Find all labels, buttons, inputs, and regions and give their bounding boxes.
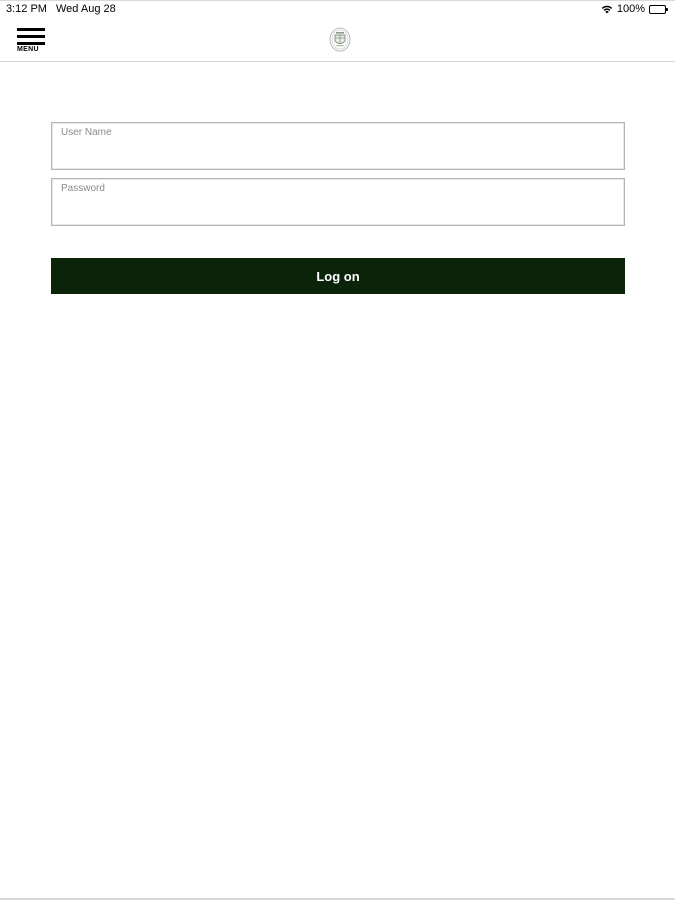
status-time: 3:12 PM bbox=[6, 3, 47, 15]
status-date: Wed Aug 28 bbox=[56, 3, 116, 15]
password-label: Password bbox=[61, 183, 105, 194]
menu-button[interactable] bbox=[17, 26, 47, 56]
log-on-button[interactable]: Log on bbox=[51, 258, 625, 294]
status-indicators bbox=[601, 3, 669, 15]
navigation-bar bbox=[0, 18, 675, 62]
club-crest-logo bbox=[329, 27, 351, 52]
menu-label: MENU bbox=[17, 46, 39, 53]
username-input[interactable] bbox=[61, 143, 615, 165]
username-label: User Name bbox=[61, 127, 112, 138]
hamburger-menu-icon bbox=[17, 28, 45, 31]
battery-full-icon bbox=[649, 5, 669, 14]
password-field[interactable] bbox=[51, 178, 625, 226]
status-bar bbox=[0, 0, 675, 18]
username-field[interactable] bbox=[51, 122, 625, 170]
login-form bbox=[51, 122, 625, 234]
password-input[interactable] bbox=[61, 199, 615, 221]
wifi-icon bbox=[601, 4, 613, 14]
battery-percent: 100% bbox=[616, 3, 645, 15]
